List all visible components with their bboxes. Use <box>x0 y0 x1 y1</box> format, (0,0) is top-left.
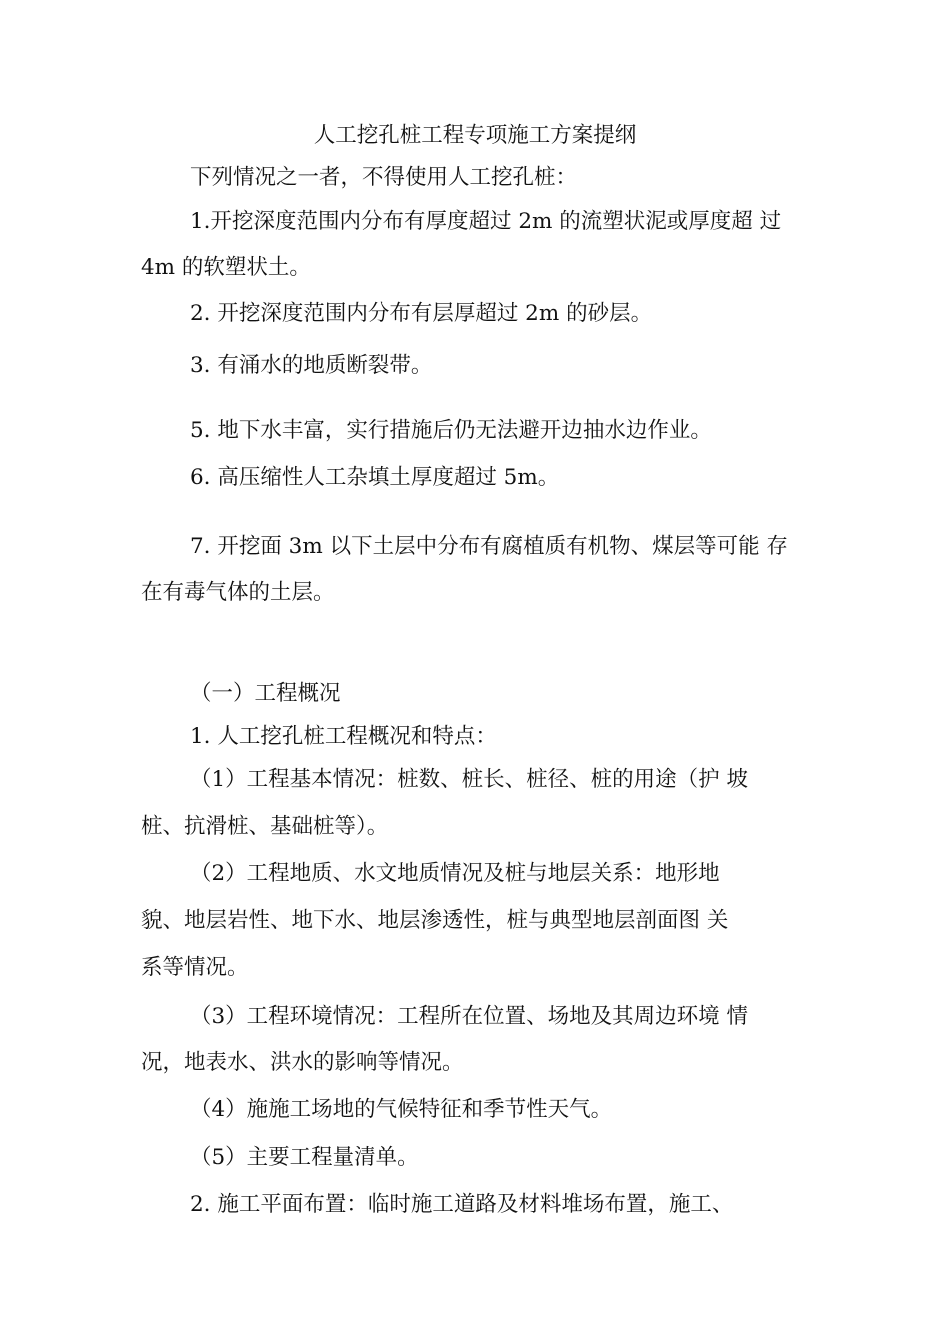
paragraph-line: 在有毒气体的土层。 <box>141 580 335 605</box>
section-heading: （一）工程概况 <box>190 681 341 706</box>
paragraph-line: 4m 的软塑状土。 <box>141 255 311 280</box>
paragraph-line: （4）施施工场地的气候特征和季节性天气。 <box>190 1097 613 1122</box>
paragraph-line: 6. 高压缩性人工杂填土厚度超过 5m。 <box>190 465 560 490</box>
paragraph-line: 7. 开挖面 3m 以下土层中分布有腐植质有机物、煤层等可能 存 <box>190 534 788 559</box>
paragraph-line: 5. 地下水丰富，实行措施后仍无法避开边抽水边作业。 <box>190 418 712 443</box>
paragraph-line: 1. 人工挖孔桩工程概况和特点： <box>190 724 497 749</box>
paragraph-line: 2. 开挖深度范围内分布有层厚超过 2m 的砂层。 <box>190 301 653 326</box>
paragraph-line: （5）主要工程量清单。 <box>190 1145 419 1170</box>
paragraph-line: 桩、抗滑桩、基础桩等）。 <box>141 814 389 839</box>
paragraph-line: 况，地表水、洪水的影响等情况。 <box>141 1050 464 1075</box>
paragraph-line: 3. 有涌水的地质断裂带。 <box>190 353 433 378</box>
paragraph-line: 下列情况之一者，不得使用人工挖孔桩： <box>190 165 578 190</box>
paragraph-line: （1）工程基本情况：桩数、桩长、桩径、桩的用途（护 坡 <box>190 767 749 792</box>
paragraph-line: （2）工程地质、水文地质情况及桩与地层关系：地形地 <box>190 861 720 886</box>
paragraph-line: 系等情况。 <box>141 955 249 980</box>
paragraph-line: 2. 施工平面布置：临时施工道路及材料堆场布置，施工、 <box>190 1192 734 1217</box>
paragraph-line: 1.开挖深度范围内分布有厚度超过 2m 的流塑状泥或厚度超 过 <box>190 209 782 234</box>
paragraph-line: 貌、地层岩性、地下水、地层渗透性，桩与典型地层剖面图 关 <box>141 908 729 933</box>
document-title: 人工挖孔桩工程专项施工方案提纲 <box>313 123 637 148</box>
paragraph-line: （3）工程环境情况：工程所在位置、场地及其周边环境 情 <box>190 1004 749 1029</box>
